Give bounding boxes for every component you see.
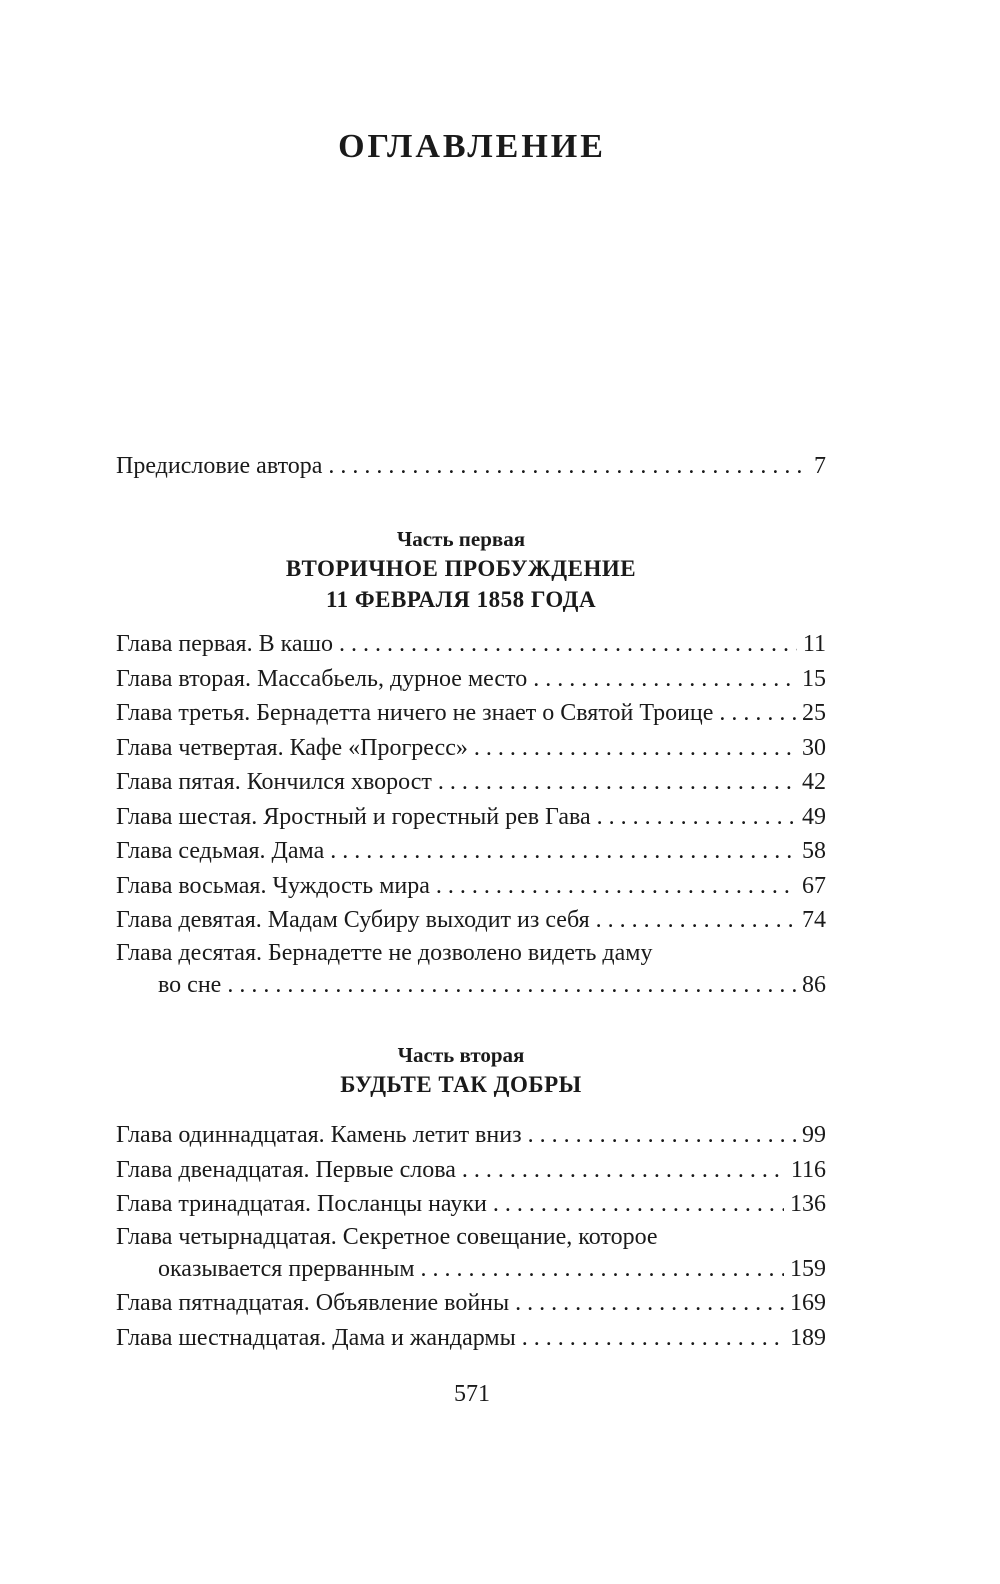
toc-entry-page: 169: [790, 1290, 826, 1316]
leader-dots: [438, 765, 796, 800]
toc-entry-title: Глава пятая. Кончился хворост: [116, 769, 432, 795]
leader-dots: [515, 1286, 784, 1321]
toc-entry-page: 86: [802, 971, 826, 998]
leader-dots: [522, 1321, 784, 1356]
toc-entry-title: Глава вторая. Массабьель, дурное место: [116, 665, 528, 692]
part-label: Часть вторая: [397, 1043, 525, 1067]
leader-dots: [493, 1187, 784, 1222]
toc-entry-page: 25: [802, 700, 826, 726]
toc-entry-title: Глава одиннадцатая. Камень летит вниз: [116, 1122, 522, 1148]
toc-entry-page: 159: [790, 1255, 826, 1282]
leader-dots: [597, 800, 796, 835]
toc-entry-title: Глава тринадцатая. Посланцы науки: [116, 1191, 487, 1217]
toc-entry-page: 11: [802, 631, 826, 657]
leader-dots: [436, 869, 796, 904]
toc-entry-title: Глава шестнадцатая. Дама и жандармы: [116, 1324, 516, 1351]
toc-entry-title: Глава двенадцатая. Первые слова: [116, 1156, 456, 1183]
toc-entry-title: Глава четырнадцатая. Секретное совещание, которое: [116, 1223, 658, 1250]
toc-entry: [116, 1187, 826, 1222]
toc-entry-title: Глава восьмая. Чуждость мира: [116, 872, 430, 899]
toc-entry-page: 7: [814, 453, 826, 479]
toc-entry-page: 99: [802, 1122, 826, 1148]
toc-entry-title: Глава третья. Бернадетта ничего не знает о Святой Троице: [116, 700, 714, 726]
toc-entry-title: Глава шестая. Яростный и горестный рев Гава: [116, 803, 591, 830]
toc-entry-page: 189: [790, 1324, 826, 1351]
part-title: БУДЬТЕ ТАК ДОБРЫ: [340, 1072, 582, 1097]
toc-entry-title: Глава первая. В кашо: [116, 631, 334, 657]
part-label: Часть первая: [396, 527, 526, 551]
leader-dots: [339, 627, 797, 662]
toc-entry: [116, 765, 826, 800]
toc-entry-title: Глава пятнадцатая. Объявление войны: [116, 1290, 510, 1316]
toc-entry: [116, 449, 826, 484]
toc-entry-continuation: [116, 1252, 826, 1287]
toc-entry-title-cont: во сне: [158, 971, 222, 998]
part-heading: [106, 525, 816, 615]
toc-preface: [116, 449, 826, 484]
toc-entry-continuation: [116, 968, 826, 1003]
leader-dots: [474, 731, 796, 766]
toc-entry-page: 74: [802, 907, 826, 933]
toc-entry: [116, 627, 826, 662]
toc-entry: [116, 1321, 826, 1356]
toc-chapter-list: [116, 627, 826, 1002]
toc-entry-title: Глава девятая. Мадам Субиру выходит из себя: [116, 907, 590, 933]
toc-entry: [116, 938, 826, 1003]
toc-entry-page: 30: [802, 734, 826, 761]
toc-entry: [116, 1222, 826, 1287]
part-title: ВТОРИЧНОЕ ПРОБУЖДЕНИЕ: [285, 556, 637, 581]
toc-entry: [116, 696, 826, 731]
page-title: ОГЛАВЛЕНИЕ: [338, 128, 606, 165]
toc-entry: [116, 1286, 826, 1321]
toc-entry-page: 49: [802, 803, 826, 830]
toc-chapter-list: [116, 1118, 826, 1355]
toc-entry: [116, 834, 826, 869]
toc-entry-page: 58: [802, 838, 826, 864]
toc-entry: [116, 869, 826, 904]
toc-entry: [116, 731, 826, 766]
toc-entry: [116, 903, 826, 938]
toc-entry-title: Предисловие автора: [116, 453, 323, 479]
toc-entry: [116, 1118, 826, 1153]
toc-entry-page: 136: [790, 1191, 826, 1217]
toc-entry-page: 42: [802, 769, 826, 795]
leader-dots: [330, 834, 796, 869]
toc-entry: [116, 662, 826, 697]
leader-dots: [528, 1118, 796, 1153]
leader-dots: [596, 903, 796, 938]
leader-dots: [328, 449, 808, 484]
toc-entry-title: Глава десятая. Бернадетте не дозволено видеть даму: [116, 939, 653, 966]
toc-entry-title: Глава седьмая. Дама: [116, 838, 325, 864]
leader-dots: [421, 1252, 784, 1287]
leader-dots: [227, 968, 796, 1003]
toc-entry-title-cont: оказывается прерванным: [158, 1255, 415, 1282]
leader-dots: [719, 696, 796, 731]
toc-entry-title: Глава четвертая. Кафе «Прогресс»: [116, 734, 468, 761]
part-heading: [106, 1041, 816, 1100]
toc-entry-page: 67: [802, 872, 826, 899]
toc-entry-page: 116: [790, 1156, 826, 1183]
leader-dots: [462, 1153, 785, 1188]
toc-entry: [116, 800, 826, 835]
page-number: 571: [454, 1381, 490, 1407]
part-title: 11 ФЕВРАЛЯ 1858 ГОДА: [325, 587, 597, 612]
toc-entry: [116, 1153, 826, 1188]
toc-entry-page: 15: [802, 665, 826, 692]
leader-dots: [533, 662, 796, 697]
